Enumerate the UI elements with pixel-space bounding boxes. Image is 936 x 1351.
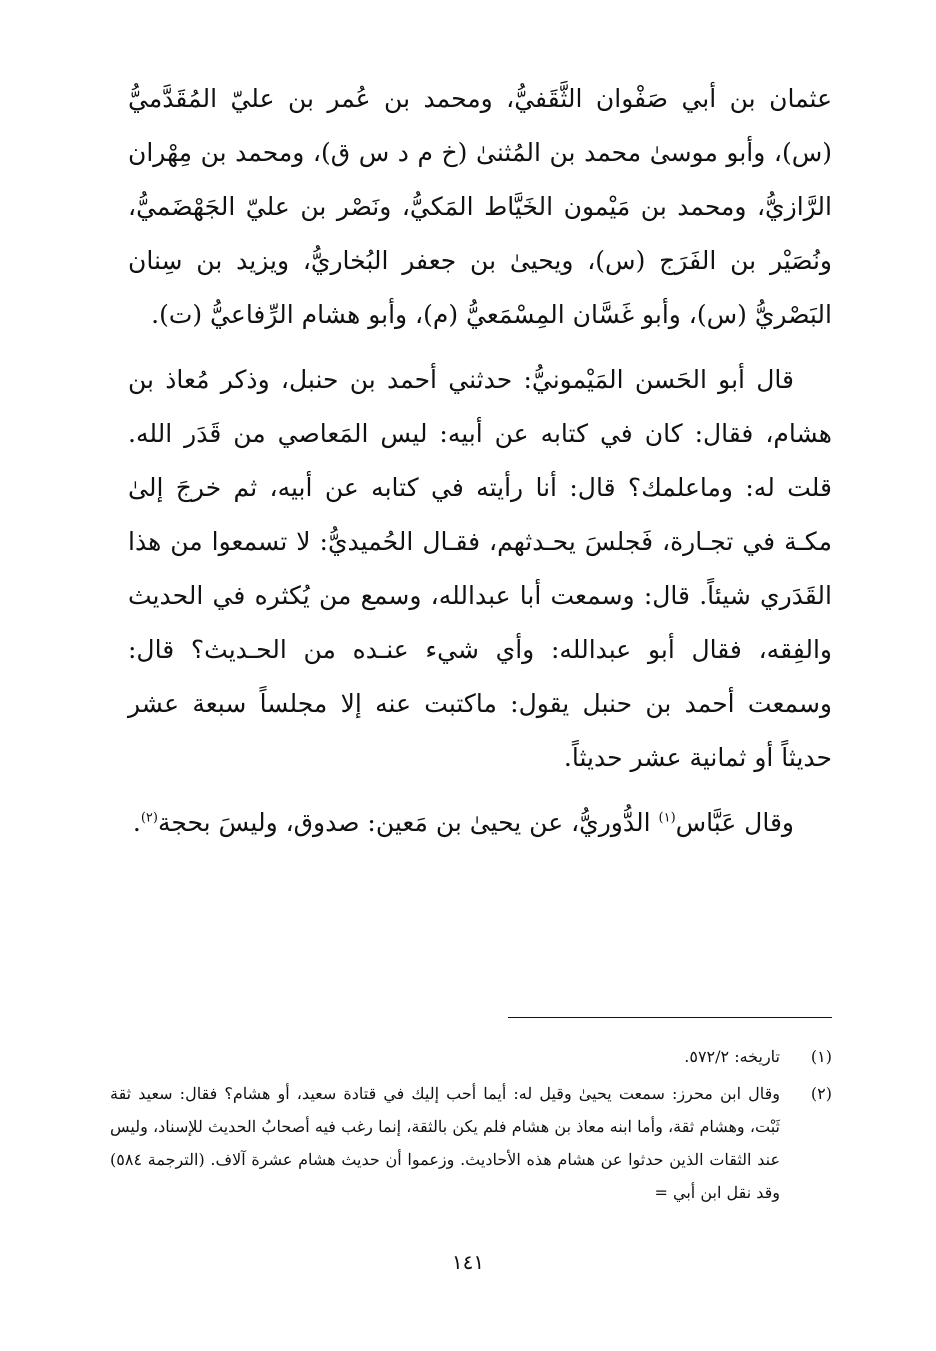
paragraph-abbas-report <box>128 796 832 850</box>
paragraph-maymuni-report: قال أبو الحَسن المَيْمونيُّ: حدثني أحمد بن حنبل، وذكر مُعاذ بن هشام، فقال: كان في كتابه عن أبيه: ليس المَعاصي من قَدَر الله. قلت له: وماعلمك؟ قال: أنا رأيته في كتابه عن أبيه، ثم خرجَ إلىٰ مكـة في تجـارة، فَجلسَ يحـدثهم، فقـال الحُميديُّ: لا تسمعوا من هذا القَدَري شيئاً. قال: وسمعت أبا عبدالله، وسمع من يُكثره في الحديث والفِقه، فقال أبو عبدالله: وأي شيء عنـده من الحـديث؟ قال: وسمعت أحمد بن حنبل يقول: ماكتبت عنه إلا مجلساً سبعة عشر حديثاً أو ثمانية عشر حديثاً. <box>128 365 832 772</box>
paragraph-abbas-middle: الدُّوريُّ، عن يحيىٰ بن مَعين: صدوق، وليسَ بحجة <box>157 808 659 837</box>
footnote-text: وقال ابن محرز: سمعت يحيىٰ وقيل له: أيما أحب إليك في قتادة سعيد، أو هشام؟ فقال: سعيد ثقة ثَبْت، وهشام ثقة، وأما ابنه معاذ بن هشام فلم يكن بالثقة، إنما رغب فيه أصحابُ الحديث للإسناد، وليس عند الثقات الذين حدثوا عن هشام هذه الأحاديث. وزعموا أن حديث هشام عشرة آلاف. (الترجمة ٥٨٤) وقد نقل ابن أبي = <box>110 1084 781 1202</box>
paragraph-abbas-end: . <box>132 808 141 837</box>
main-text <box>128 72 832 861</box>
footnote-reference-1[interactable]: (١) <box>658 810 676 826</box>
footnote-number: (١) <box>810 1047 832 1066</box>
footnote-separator <box>508 1017 832 1018</box>
footnote-2 <box>110 1077 832 1209</box>
paragraph-abbas-start: وقال عَبَّاس <box>675 808 794 837</box>
footnote-1 <box>110 1040 832 1073</box>
footnote-number: (٢) <box>810 1084 832 1103</box>
footnote-text: تاريخه: ٥٧٢/٢. <box>684 1047 780 1066</box>
footnote-reference-2[interactable]: (٢) <box>140 810 158 826</box>
footnotes <box>110 1040 832 1213</box>
page-number: ١٤١ <box>451 1250 485 1274</box>
paragraph-narrators: عثمان بن أبي صَفْوان الثَّقَفيُّ، ومحمد بن عُمر بن عليّ المُقَدَّميُّ (س)، وأبو موسىٰ محمد بن المُثنىٰ (خ م د س ق)، ومحمد بن مِهْران الرَّازيُّ، ومحمد بن مَيْمون الخَيَّاط المَكيُّ، ونَصْر بن عليّ الجَهْضَميُّ، ونُصَيْر بن الفَرَج (س)، ويحيىٰ بن جعفر البُخاريُّ، ويزيد بن سِنان البَصْريُّ (س)، وأبو غَسَّان المِسْمَعيُّ (م)، وأبو هشام الرِّفاعيُّ (ت). <box>128 84 832 329</box>
